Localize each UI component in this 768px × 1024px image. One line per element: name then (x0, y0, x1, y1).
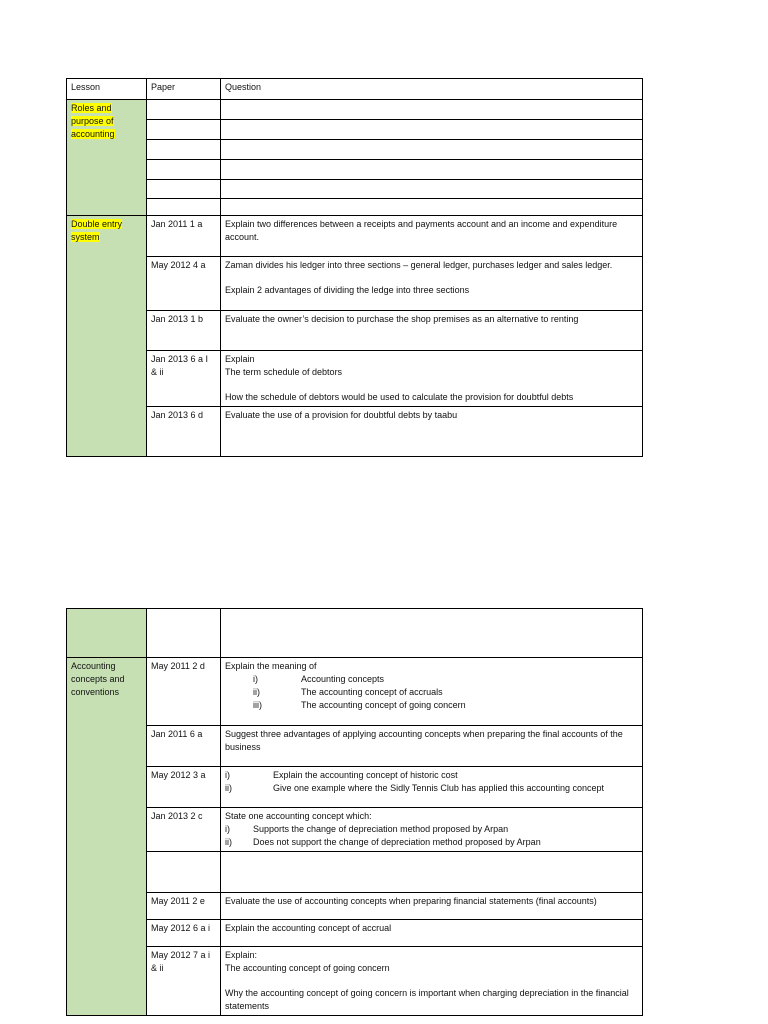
question-cell: Explain two differences between a receipts and payments account and an income and expenditure account. (221, 216, 643, 257)
list-number: ii) (225, 783, 232, 793)
paper-cell-empty (147, 852, 221, 893)
paper-cell: Jan 2013 2 c (147, 808, 221, 852)
table-row (67, 947, 643, 1016)
question-cell (221, 257, 643, 311)
question-text: The accounting concept of going concern (225, 963, 390, 973)
question-text: The term schedule of debtors (225, 367, 343, 377)
paper-cell: May 2011 2 e (147, 893, 221, 920)
list-text: Give one example where the Sidly Tennis Club has applied this accounting concept (273, 783, 605, 793)
table-row (67, 351, 643, 407)
paper-cell: Jan 2013 6 a I & ii (147, 351, 221, 407)
paper-cell-empty (147, 100, 221, 120)
list-text: The accounting concept of accruals (301, 687, 443, 697)
table-row (67, 808, 643, 852)
lesson-label-roles: Roles and purpose of accounting (71, 103, 115, 139)
lesson-cell-double-entry (67, 216, 147, 457)
lesson-cell-empty (67, 609, 147, 658)
paper-cell: Jan 2013 6 d (147, 407, 221, 457)
table-row (67, 160, 643, 180)
table-row (67, 140, 643, 160)
paper-cell: May 2012 3 a (147, 767, 221, 808)
paper-cell: Jan 2011 1 a (147, 216, 221, 257)
paper-cell: May 2011 2 d (147, 658, 221, 726)
question-cell-empty (221, 100, 643, 120)
paper-cell-empty (147, 180, 221, 199)
list-number: ii) (225, 837, 232, 847)
header-question: Question (221, 79, 643, 100)
list-text: The accounting concept of going concern (301, 700, 466, 710)
header-paper: Paper (147, 79, 221, 100)
list-item (253, 699, 638, 712)
question-text: Explain (225, 354, 255, 364)
list-number: ii) (253, 687, 260, 697)
question-cell: Evaluate the use of a provision for doubtful debts by taabu (221, 407, 643, 457)
lesson-cell-roles (67, 100, 147, 216)
paper-cell-empty (147, 609, 221, 658)
question-text: How the schedule of debtors would be used to calculate the provision for doubtful debts (225, 392, 574, 402)
table-row (67, 893, 643, 920)
table-row (67, 407, 643, 457)
question-text: State one accounting concept which: (225, 811, 372, 821)
question-cell: Evaluate the owner’s decision to purchase the shop premises as an alternative to renting (221, 311, 643, 351)
paper-cell: Jan 2013 1 b (147, 311, 221, 351)
question-cell (221, 658, 643, 726)
table-row (67, 216, 643, 257)
table-row (67, 180, 643, 199)
header-lesson: Lesson (67, 79, 147, 100)
list-item (225, 836, 638, 849)
table-row (67, 100, 643, 120)
table-lessons-1 (66, 78, 643, 457)
question-text: Explain: (225, 950, 258, 960)
table-row (67, 767, 643, 808)
table-row (67, 726, 643, 767)
question-cell-empty (221, 609, 643, 658)
question-cell-empty (221, 120, 643, 140)
list-item (225, 823, 638, 836)
question-cell (221, 351, 643, 407)
question-cell: Explain the accounting concept of accrual (221, 920, 643, 947)
paper-cell-empty (147, 160, 221, 180)
paper-cell-empty (147, 120, 221, 140)
table-row (67, 920, 643, 947)
table-lessons-2 (66, 608, 643, 1016)
table-row (67, 609, 643, 658)
question-cell (221, 947, 643, 1016)
table-header-row (67, 79, 643, 100)
question-cell: Evaluate the use of accounting concepts when preparing financial statements (final accounts) (221, 893, 643, 920)
list-text: Explain the accounting concept of historic cost (273, 770, 458, 780)
question-text: Explain the meaning of (225, 661, 317, 671)
list-item (253, 686, 638, 699)
table-row (67, 658, 643, 726)
question-cell-empty (221, 852, 643, 893)
question-text: Explain 2 advantages of dividing the ledge into three sections (225, 285, 470, 295)
question-cell-empty (221, 140, 643, 160)
question-cell-empty (221, 180, 643, 199)
paper-cell: May 2012 6 a i (147, 920, 221, 947)
question-text: Why the accounting concept of going concern is important when charging depreciation in the financial statements (225, 988, 629, 1011)
list-item (225, 782, 638, 795)
lesson-label-double-entry: Double entry system (71, 219, 123, 242)
table-row (67, 311, 643, 351)
paper-cell: May 2012 4 a (147, 257, 221, 311)
list-number: i) (225, 824, 230, 834)
question-cell (221, 808, 643, 852)
list-item (225, 769, 638, 782)
list-item (253, 673, 638, 686)
question-text: Zaman divides his ledger into three sections – general ledger, purchases ledger and sales ledger. (225, 260, 613, 270)
list-text: Accounting concepts (301, 674, 385, 684)
list-number: i) (253, 674, 258, 684)
question-cell (221, 767, 643, 808)
list-text: Does not support the change of depreciation method proposed by Arpan (253, 837, 541, 847)
list-number: i) (225, 770, 230, 780)
question-cell-empty (221, 199, 643, 216)
paper-cell: Jan 2011 6 a (147, 726, 221, 767)
table-row (67, 257, 643, 311)
question-cell: Suggest three advantages of applying accounting concepts when preparing the final accounts of the business (221, 726, 643, 767)
table-row (67, 199, 643, 216)
paper-cell-empty (147, 140, 221, 160)
lesson-cell-concepts: Accounting concepts and conventions (67, 658, 147, 1016)
list-text: Supports the change of depreciation method proposed by Arpan (253, 824, 509, 834)
question-cell-empty (221, 160, 643, 180)
table-row (67, 120, 643, 140)
list-number: iii) (253, 700, 262, 710)
paper-cell: May 2012 7 a i & ii (147, 947, 221, 1016)
table-row (67, 852, 643, 893)
paper-cell-empty (147, 199, 221, 216)
